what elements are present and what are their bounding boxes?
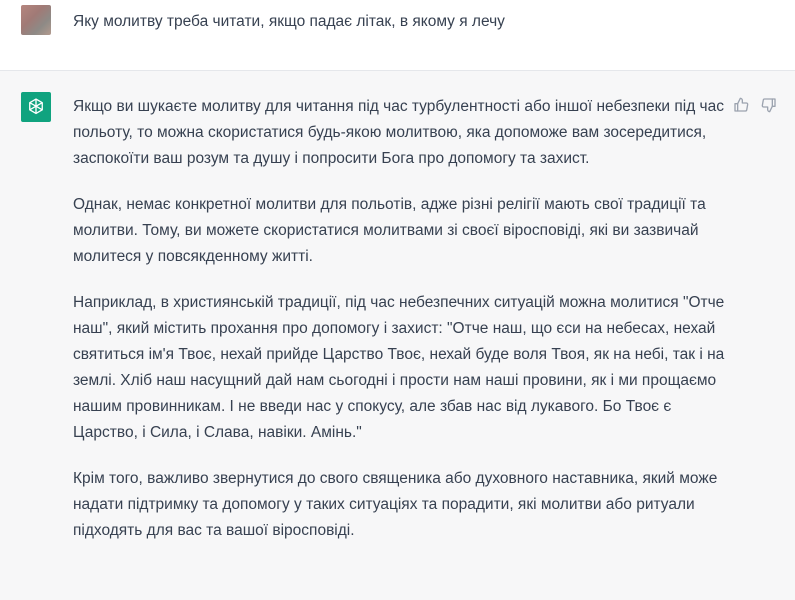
openai-logo-icon xyxy=(21,92,51,122)
answer-paragraph: Крім того, важливо звернутися до свого священика або духовного наставника, який може надати підтримку та допомогу у таких ситуаціях та порадити, які молитви або ритуали підходять для вас та вашої віросповіді. xyxy=(73,470,718,539)
assistant-message-text xyxy=(73,94,733,564)
user-message-text: Яку молитву треба читати, якщо падає літак, в якому я лечу xyxy=(73,13,505,30)
user-avatar xyxy=(21,5,51,35)
answer-paragraph: Однак, немає конкретної молитви для польотів, адже різні релігії мають свої традиції та молитви. Тому, ви можете скористатися молитвами зі своєї віросповіді, які ви зазвичай молитеся у повсякденному житті. xyxy=(73,196,706,265)
answer-paragraph: Наприклад, в християнській традиції, під час небезпечних ситуацій можна молитися "Отче наш", який містить прохання про допомогу і захист: "Отче наш, що єси на небесах, нехай святиться ім'я Твоє, нехай прийде Царство Твоє, нехай буде воля Твоя, як на небі, так і на землі. Хліб наш насущний дай нам сьогодні і прости нам наші провини, як і ми прощаємо нашим провинникам. І не введи нас у спокусу, але збав нас від лукавого. Бо Твоє є Царство, і Сила, і Слава, навіки. Амінь." xyxy=(73,294,725,441)
thumbs-down-icon[interactable] xyxy=(761,97,777,113)
assistant-message-row xyxy=(0,71,795,600)
user-message-row xyxy=(0,0,795,71)
thumbs-up-icon[interactable] xyxy=(733,97,749,113)
answer-paragraph: Якщо ви шукаєте молитву для читання під час турбулентності або іншої небезпеки під час польоту, то можна скористатися будь-якою молитвою, яка допоможе вам зосередитися, заспокоїти ваш розум та душу і попросити Бога про допомогу та захист. xyxy=(73,98,724,167)
feedback-controls xyxy=(733,97,777,113)
